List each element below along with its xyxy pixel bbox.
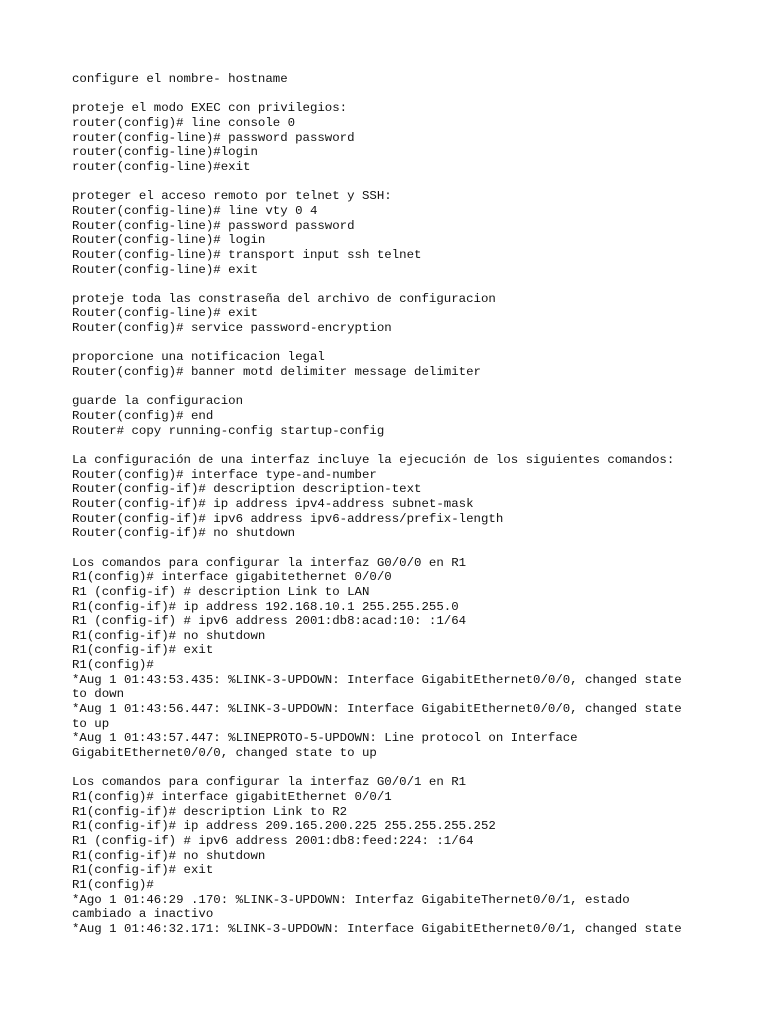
block-heading-line: La configuración de una interfaz incluye la ejecución de los siguientes comandos:	[72, 452, 675, 467]
text-line: R1(config-if)# ip address 192.168.10.1 255.255.255.0	[72, 599, 459, 614]
text-line: Router(config-if)# description description-text	[72, 482, 422, 497]
block-exec-privileges	[72, 101, 712, 174]
text-line: Router(config)# banner motd delimiter message delimiter	[72, 365, 481, 380]
block-save-config	[72, 394, 712, 438]
text-line: R1 (config-if) # ipv6 address 2001:db8:feed:224: :1/64	[72, 834, 474, 848]
text-line: Router(config-line)# login	[72, 233, 266, 248]
text-line: Router(config-if)# ipv6 address ipv6-address/prefix-length	[72, 511, 504, 526]
text-line: R1(config-if)# no shutdown	[72, 848, 266, 863]
text-line: Router(config-if)# no shutdown	[72, 526, 296, 541]
text-line: R1(config-if)# exit	[72, 863, 214, 878]
block-remote-access	[72, 189, 712, 277]
text-line: router(config-line)#exit	[72, 159, 251, 174]
text-line: Router(config-line)# line vty 0 4	[72, 203, 318, 218]
text-line: Router# copy running-config startup-config	[72, 423, 385, 438]
block-interface-config	[72, 453, 712, 541]
block-g000-config	[72, 556, 712, 761]
text-line: Router(config-line)# exit	[72, 262, 258, 277]
block-heading-line: Los comandos para configurar la interfaz G0/0/1 en R1	[72, 775, 467, 790]
text-line: R1(config-if)# description Link to R2	[72, 804, 348, 819]
text-line: R1 (config-if) # ipv6 address 2001:db8:acad:10: :1/64	[72, 614, 467, 629]
block-heading-line: Los comandos para configurar la interfaz G0/0/0 en R1	[72, 555, 467, 570]
text-line: *Ago 1 01:46:29 .170: %LINK-3-UPDOWN: Interfaz GigabiteThernet0/0/1, estado	[72, 892, 630, 907]
text-line: *Aug 1 01:43:53.435: %LINK-3-UPDOWN: Interface GigabitEthernet0/0/0, changed state	[72, 672, 682, 687]
text-line: Router(config)# end	[72, 409, 214, 424]
text-line: R1(config)# interface gigabitEthernet 0/0/1	[72, 790, 392, 805]
text-line: Router(config-line)# exit	[72, 306, 258, 321]
text-line: R1(config)#	[72, 658, 154, 673]
text-line: Router(config-if)# ip address ipv4-address subnet-mask	[72, 496, 474, 511]
text-line: to down	[72, 687, 125, 702]
block-heading-line: guarde la configuracion	[72, 394, 244, 409]
text-line: Router(config)# service password-encryption	[72, 321, 392, 336]
block-password-encryption	[72, 292, 712, 336]
block-heading-line: proteje el modo EXEC con privilegios:	[72, 101, 348, 116]
block-heading-line: configure el nombre- hostname	[72, 72, 288, 86]
text-line: cambiado a inactivo	[72, 907, 214, 922]
text-line: R1(config-if)# no shutdown	[72, 628, 266, 643]
block-legal-banner	[72, 350, 712, 379]
text-line: R1(config)# interface gigabitethernet 0/0/0	[72, 570, 392, 585]
block-heading-line: proteger el acceso remoto por telnet y SSH:	[72, 189, 392, 204]
text-line: router(config)# line console 0	[72, 115, 296, 130]
document-body	[72, 72, 712, 951]
text-line: *Aug 1 01:43:56.447: %LINK-3-UPDOWN: Interface GigabitEthernet0/0/0, changed state	[72, 702, 682, 717]
text-line: Router(config)# interface type-and-number	[72, 467, 377, 482]
text-line: *Aug 1 01:46:32.171: %LINK-3-UPDOWN: Interface GigabitEthernet0/0/1, changed state	[72, 921, 682, 936]
text-line: R1(config-if)# ip address 209.165.200.225 255.255.255.252	[72, 819, 496, 834]
text-line: Router(config-line)# password password	[72, 218, 355, 233]
text-line: Router(config-line)# transport input ssh telnet	[72, 247, 422, 262]
text-line: router(config-line)# password password	[72, 130, 355, 145]
text-line: *Aug 1 01:43:57.447: %LINEPROTO-5-UPDOWN: Line protocol on Interface	[72, 731, 578, 746]
text-line: R1 (config-if) # description Link to LAN	[72, 584, 370, 599]
block-hostname	[72, 72, 712, 87]
block-heading-line: proteje toda las constraseña del archivo de configuracion	[72, 291, 496, 306]
text-line: GigabitEthernet0/0/0, changed state to up	[72, 746, 377, 761]
text-line: R1(config-if)# exit	[72, 643, 214, 658]
block-g001-config	[72, 775, 712, 936]
text-line: to up	[72, 716, 110, 731]
block-heading-line: proporcione una notificacion legal	[72, 350, 325, 365]
text-line: R1(config)#	[72, 877, 154, 892]
text-line: router(config-line)#login	[72, 145, 258, 160]
